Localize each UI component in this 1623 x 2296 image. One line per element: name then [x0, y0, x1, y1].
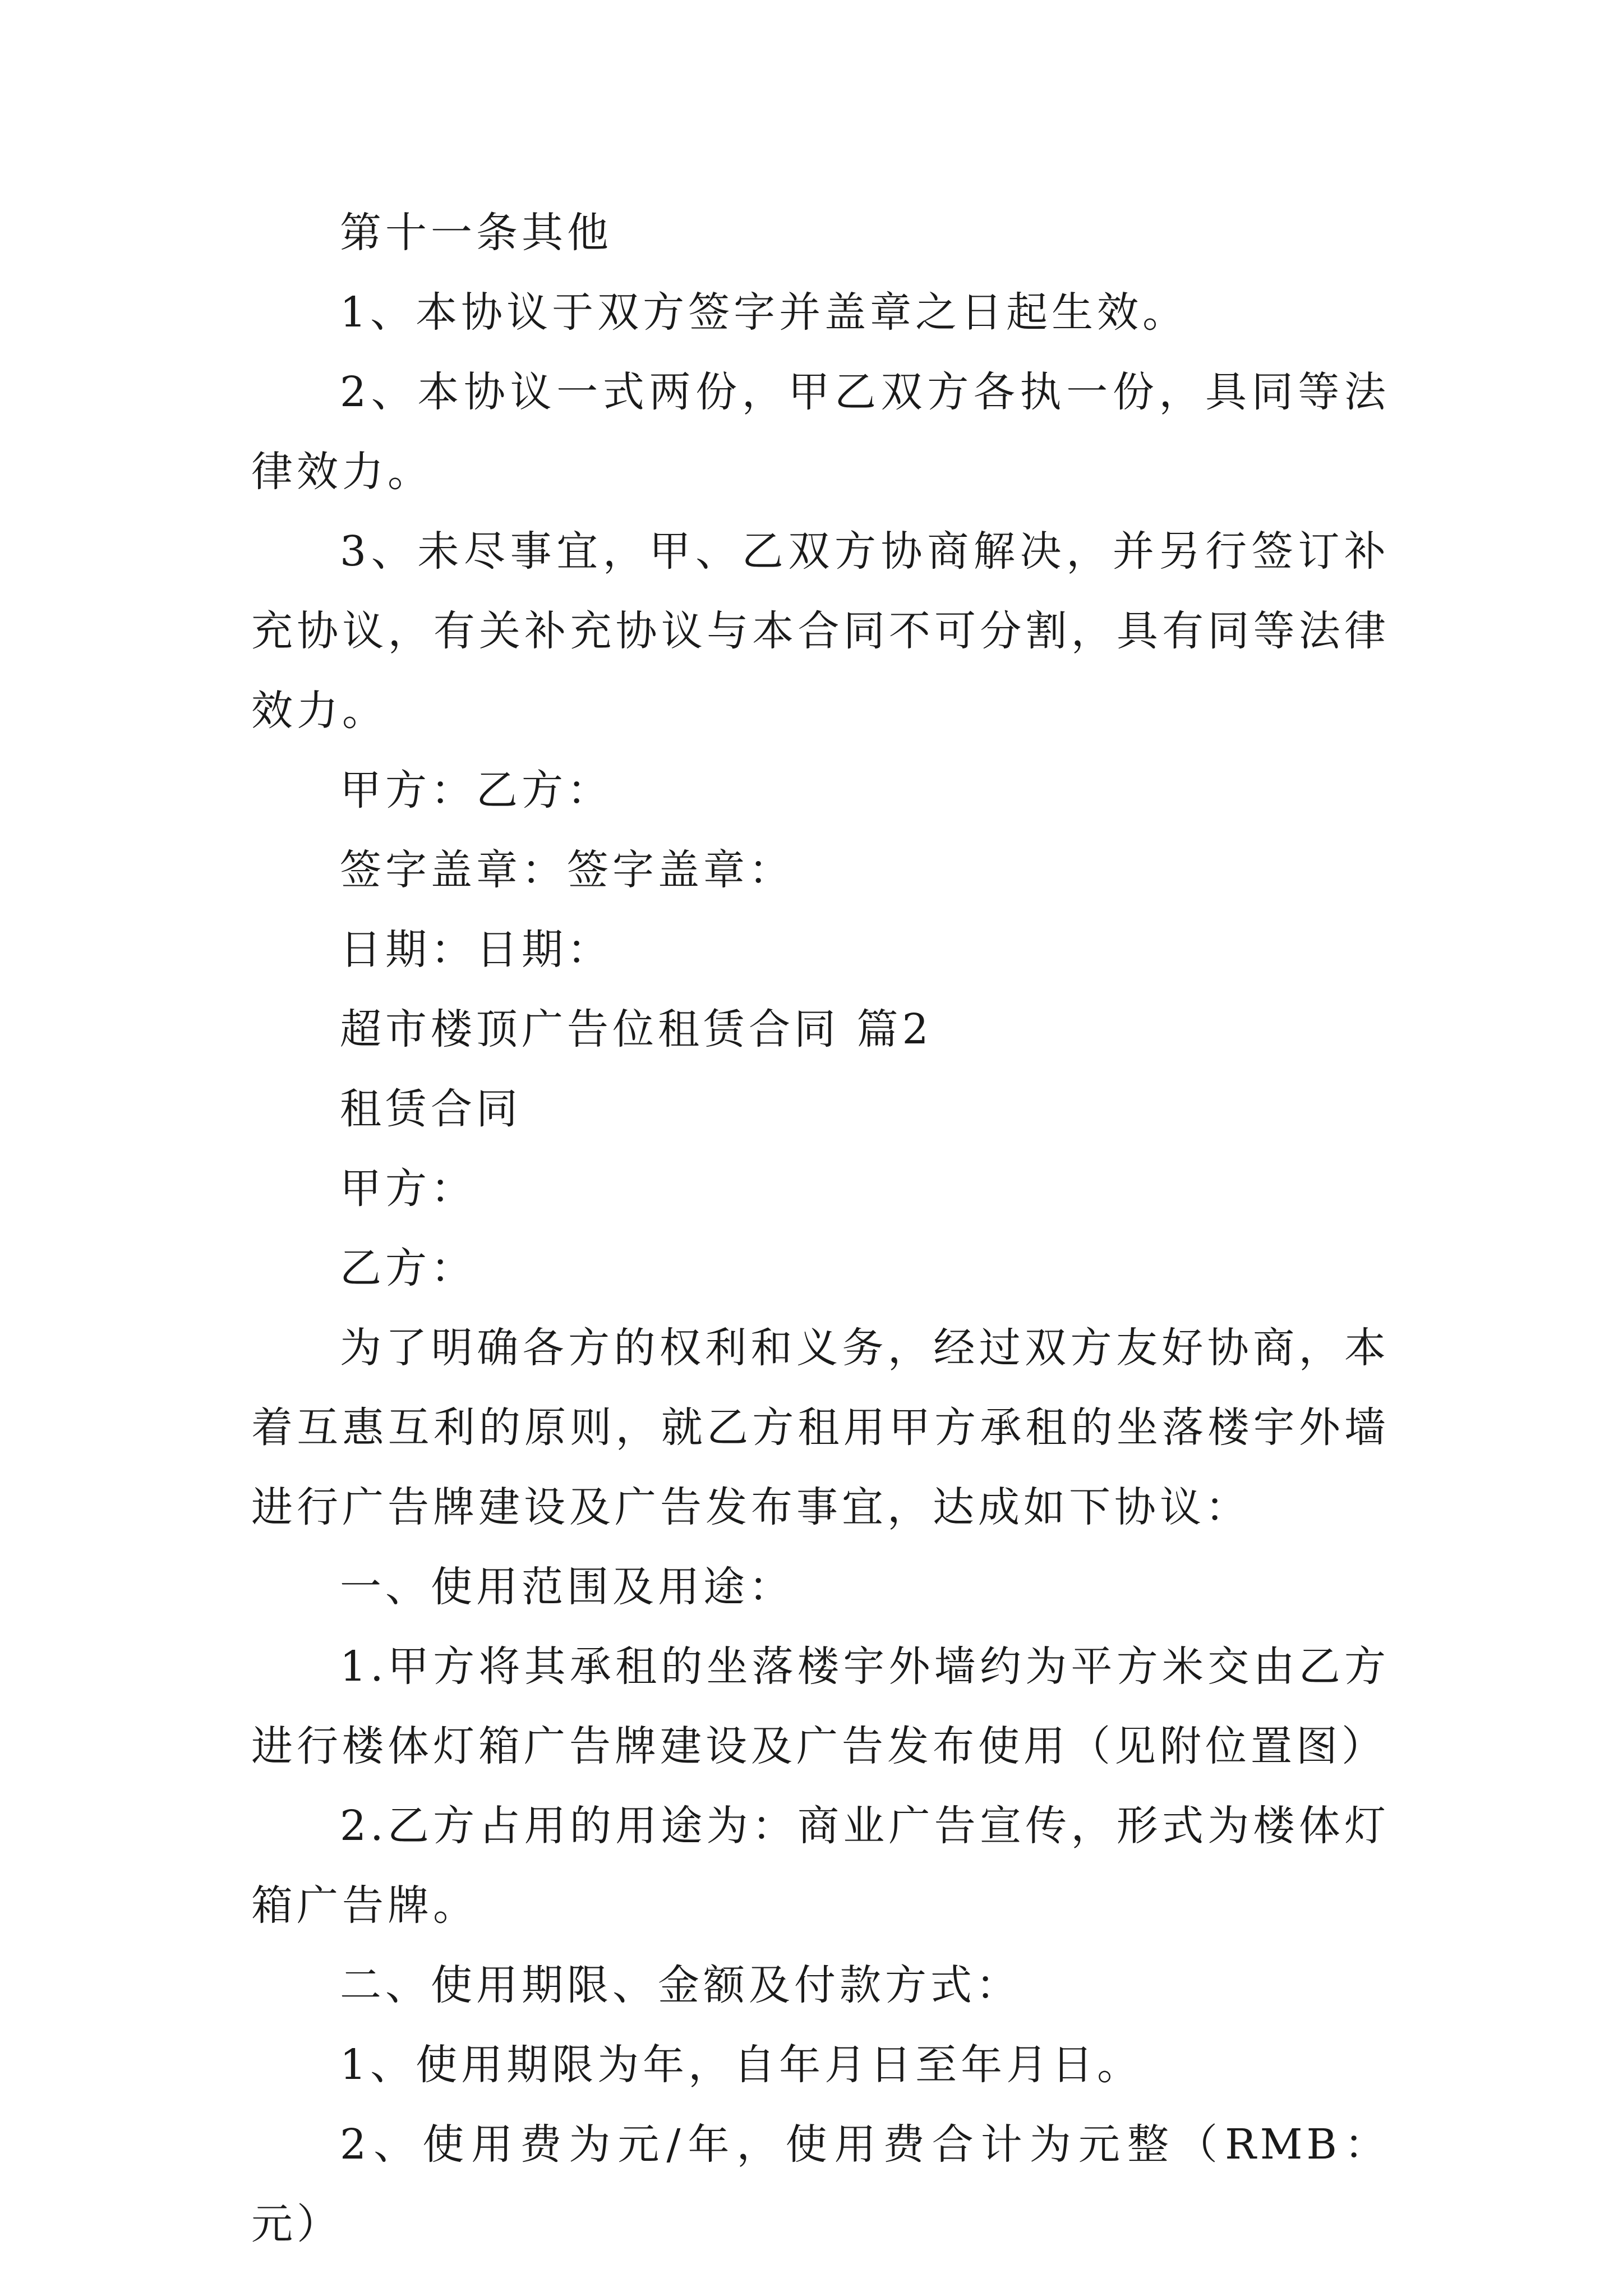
party-line: 甲方：乙方： [340, 766, 612, 815]
clause-paragraph: 1.甲方将其承租的坐落楼宇外墙约为平方米交由乙方进行楼体灯箱广告牌建设及广告发布使用（见附位置图） [251, 1642, 1390, 1770]
document-body [251, 193, 1390, 2264]
clause-paragraph: 2、本协议一式两份，甲乙双方各执一份，具同等法律效力。 [251, 368, 1390, 496]
clause-paragraph: 2.乙方占用的用途为：商业广告宣传，形式为楼体灯箱广告牌。 [251, 1802, 1390, 1930]
section-heading-other: 第十一条其他 [340, 209, 612, 257]
clause-paragraph: 3、未尽事宜，甲、乙双方协商解决，并另行签订补充协议，有关补充协议与本合同不可分割，具有同等法律效力。 [251, 527, 1390, 735]
section-heading-term: 二、使用期限、金额及付款方式： [340, 1961, 1021, 2009]
signature-line: 签字盖章：签字盖章： [340, 846, 794, 894]
date-line: 日期：日期： [340, 926, 612, 974]
preamble-paragraph: 为了明确各方的权利和义务，经过双方友好协商，本着互惠互利的原则，就乙方租用甲方承租的坐落楼宇外墙进行广告牌建设及广告发布事宜，达成如下协议： [251, 1324, 1390, 1531]
clause-paragraph: 2、使用费为元/年，使用费合计为元整（RMB：元） [251, 2120, 1390, 2248]
clause-paragraph: 1、使用期限为年，自年月日至年月日。 [340, 2041, 1143, 2089]
section-heading-scope: 一、使用范围及用途： [340, 1563, 794, 1611]
party-a-line: 甲方： [340, 1165, 476, 1213]
contract-title: 租赁合同 [340, 1085, 522, 1133]
clause-paragraph: 1、本协议于双方签字并盖章之日起生效。 [340, 288, 1188, 337]
article-title: 超市楼顶广告位租赁合同 篇2 [340, 1005, 933, 1053]
party-b-line: 乙方： [340, 1244, 476, 1292]
